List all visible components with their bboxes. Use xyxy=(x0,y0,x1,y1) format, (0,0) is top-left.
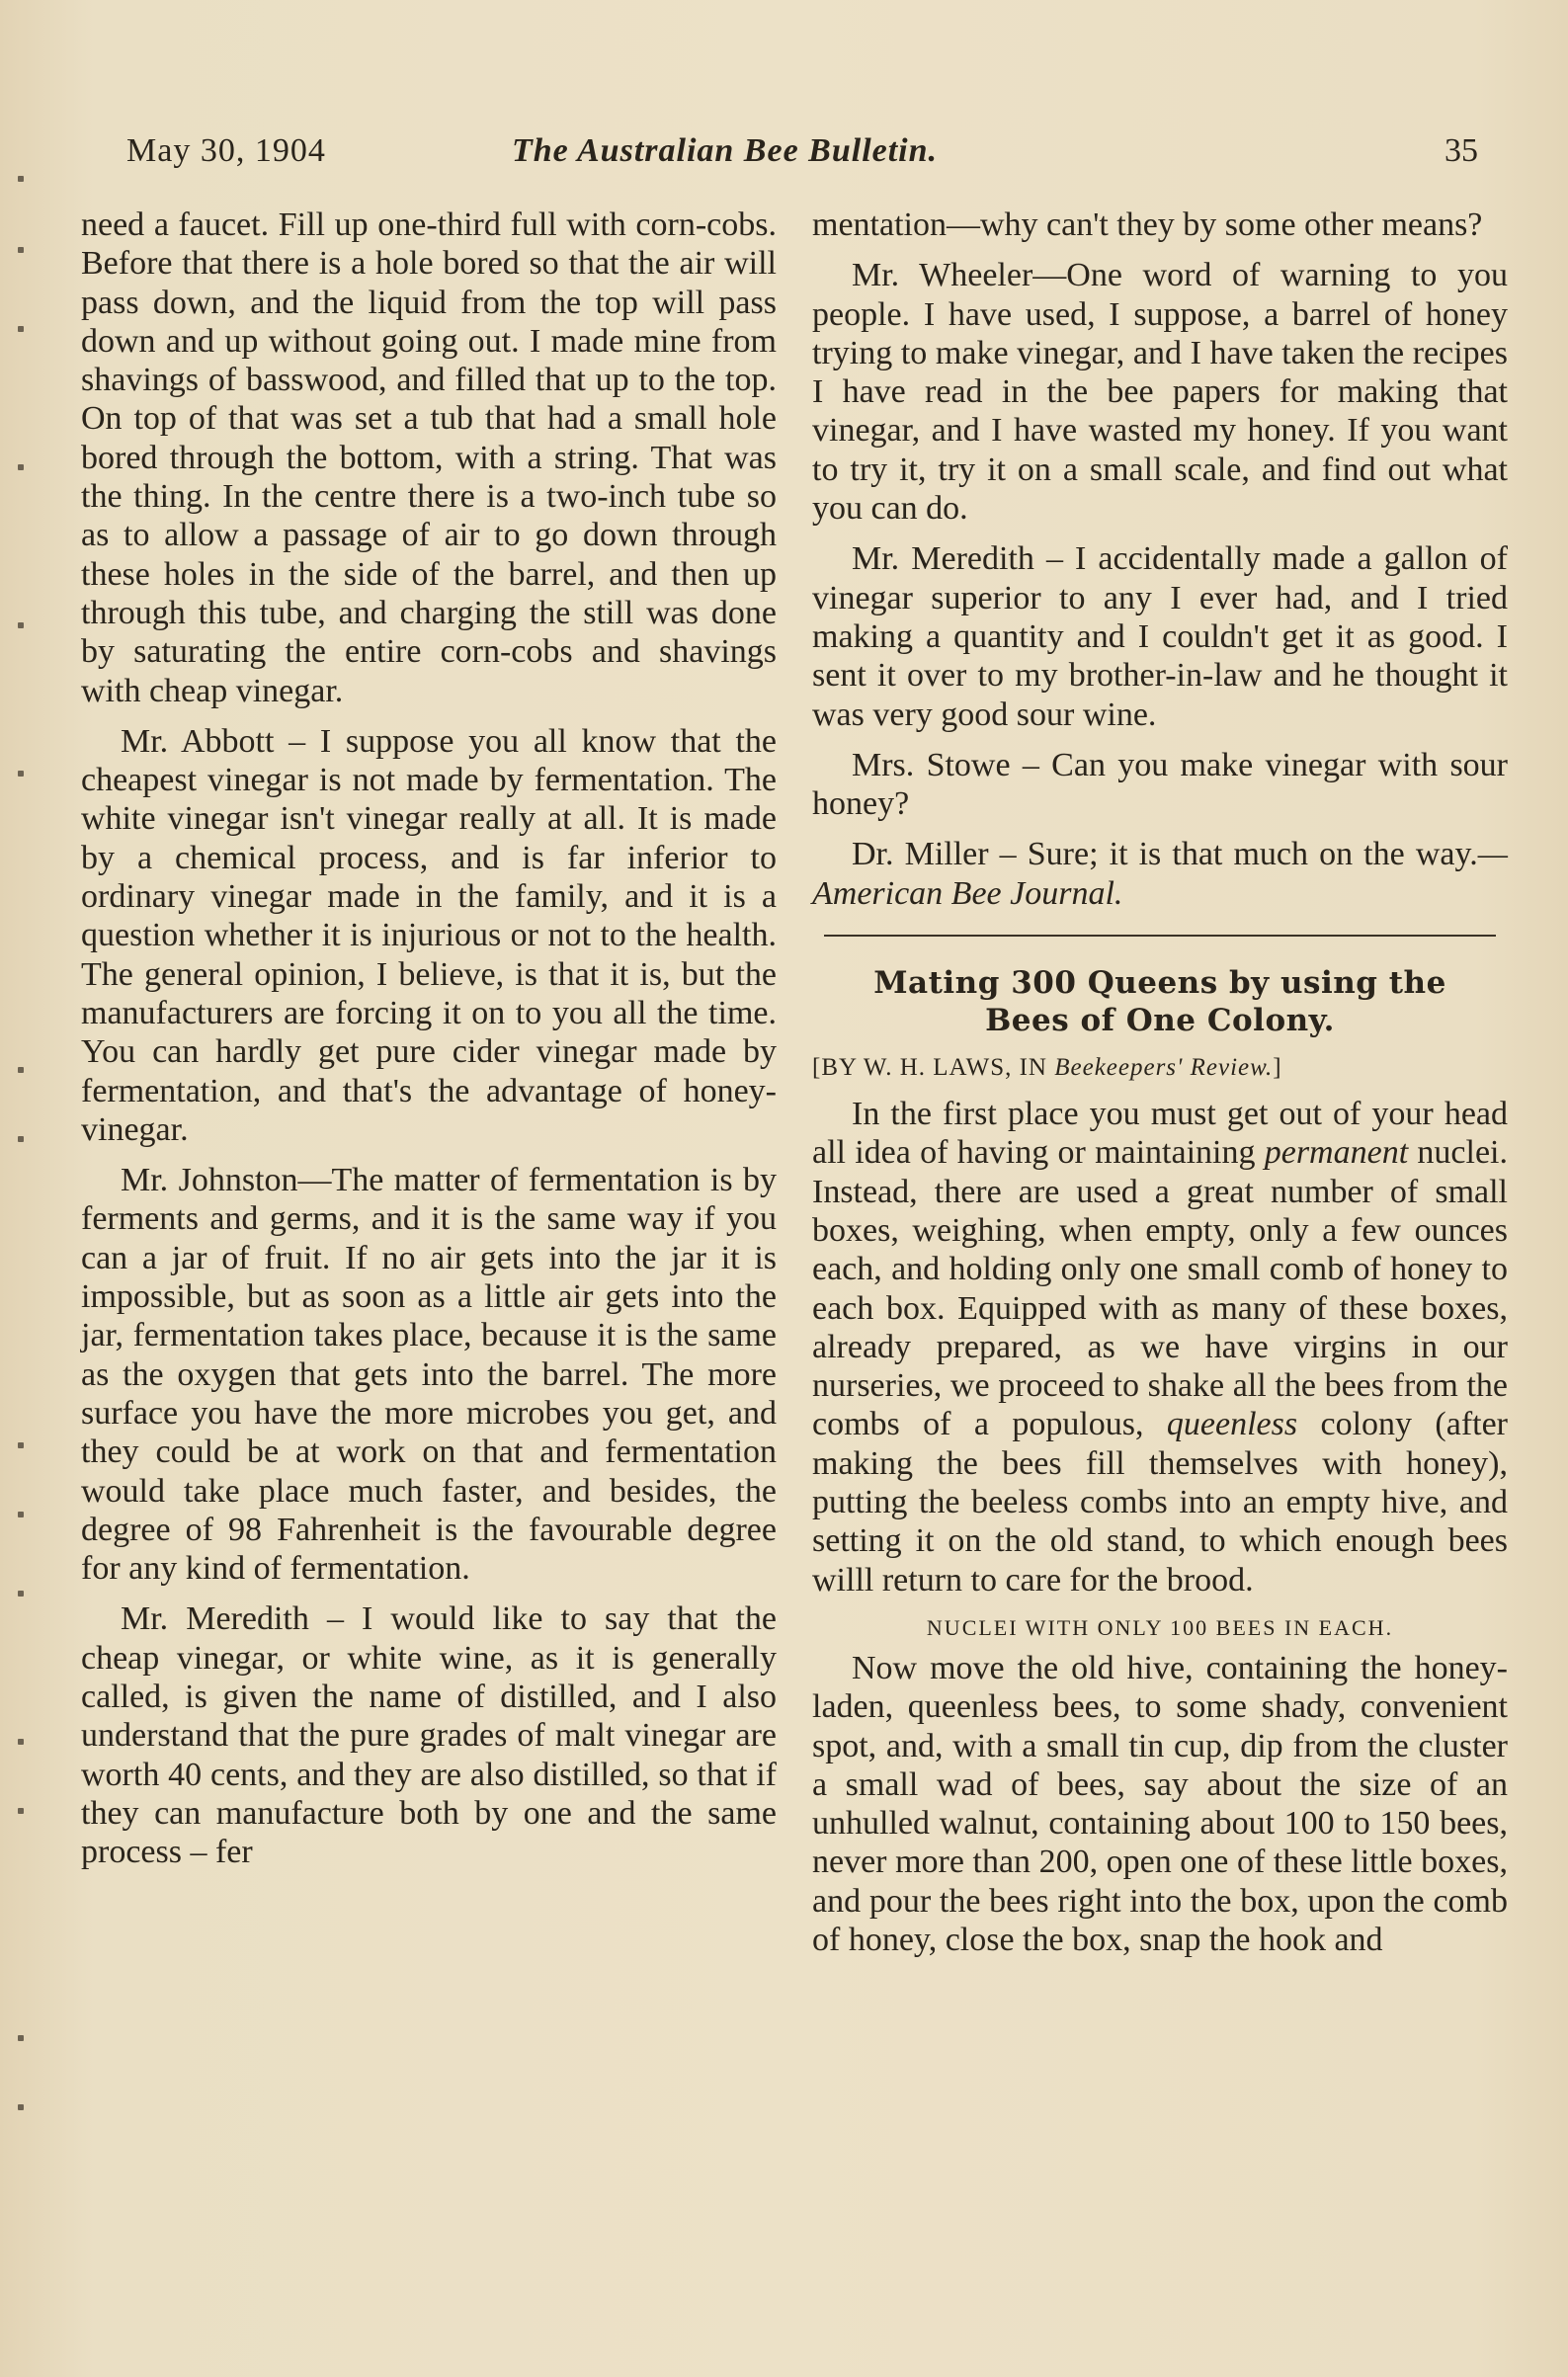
binding-margin xyxy=(0,0,49,2377)
paragraph: In the first place you must get out of your head all idea of having or maintaining permanent nuclei. Instead, there are used a great number of small boxes, weighing, when empty, only a few ounces each, and holding only one small comb of honey to each box. Equipped with as many of these boxes, already prepared, as we have virgins in our nurseries, we proceed to shake all the bees from the combs of a populous, queenless colony (after making the bees fill themselves with honey), putting the beeless combs into an empty hive, and setting it on the old stand, to which enough bees willl return to care for the brood. xyxy=(812,1096,1508,1598)
subheading: NUCLEI WITH ONLY 100 BEES IN EACH. xyxy=(926,1614,1394,1640)
paragraph: Mr. Johnston—The matter of fermentation is by ferments and germs, and it is the same way if you can a jar of fruit. If no air gets into the jar it is impossible, but as soon as a little air gets into the jar, fermentation takes place, because it is the same as the oxygen that gets into the barrel. The more surface you have the more microbes you get, and they could be at work on that and fermentation would take place much faster, and besides, the degree of 98 Fahrenheit is the favourable degree for any kind of fermentation. xyxy=(81,1162,777,1588)
paragraph: Mr. Meredith – I would like to say that the cheap vinegar, or white wine, as it is generally called, is given the name of distilled, and I also understand that the pure grades of malt vinegar are worth 40 cents, and they are also distilled, so that if they can manufacture both by one and the same process – fer xyxy=(81,1600,777,1871)
source-citation: — American Bee Journal. xyxy=(812,836,1508,912)
article-title-line: Mating 300 Queens by using the xyxy=(873,965,1446,1002)
article-title xyxy=(812,964,1508,1039)
paragraph: need a faucet. Fill up one-third full with corn-cobs. Before that there is a hole bored so that the air will pass down, and the liquid from the top will pass down and up without going out. I made mine from shavings of basswood, and filled that up to the top. On top of that was set a tub that had a small hole bored through the bottom, with a string. That was the thing. In the centre there is a two-inch tube so as to allow a passage of air to go down through these holes in the side of the barrel, and then up through this tube, and charging the still was done by saturating the entire corn-cobs and shavings with cheap vinegar. xyxy=(81,206,777,709)
left-column xyxy=(81,205,777,1883)
running-header xyxy=(126,126,1478,176)
byline: [BY W. H. LAWS, IN Beekeepers' Review.] xyxy=(812,1054,1282,1082)
paragraph: Mr. Wheeler—One word of warning to you people. I have used, I suppose, a barrel of honey trying to make vinegar, and I have taken the recipes I have read in the bee papers for making that vinegar, and I have wasted my honey. If you want to try it, try it on a small scale, and find out what you can do. xyxy=(812,257,1508,528)
paragraph: Mr. Meredith – I accidentally made a gallon of vinegar superior to any I ever had, and I tried making a quantity and I couldn't get it as good. I sent it over to my brother-in-law and he thought it was very good sour wine. xyxy=(812,540,1508,733)
page-number: 35 xyxy=(1444,132,1478,169)
right-column xyxy=(812,205,1508,1971)
paragraph xyxy=(812,835,1508,913)
byline-source: Beekeepers' Review. xyxy=(1054,1054,1274,1082)
article-title-line: Bees of One Colony. xyxy=(985,1003,1335,1039)
issue-date: May 30, 1904 xyxy=(126,132,326,169)
section-divider xyxy=(824,935,1496,937)
paragraph: mentation—why can't they by some other means? xyxy=(812,206,1483,243)
paragraph-text: Dr. Miller – Sure; it is that much on the way. xyxy=(852,836,1478,873)
paragraph: Now move the old hive, containing the honey-laden, queenless bees, to some shady, convenient spot, and, with a small tin cup, dip from the cluster a small wad of bees, say about the size of an unhulled walnut, containing about 100 to 150 bees, never more than 200, open one of these little boxes, and pour the bees right into the box, upon the comb of honey, close the box, snap the hook and xyxy=(812,1649,1508,1958)
publication-title: The Australian Bee Bulletin. xyxy=(512,132,939,169)
paragraph: Mrs. Stowe – Can you make vinegar with sour honey? xyxy=(812,746,1508,823)
paragraph: Mr. Abbott – I suppose you all know that the cheapest vinegar is not made by fermentation. The white vinegar isn't vinegar really at all. It is made by a chemical process, and is far inferior to ordinary vinegar made in the family, and it is a question whether it is injurious or not to the health. The general opinion, I believe, is that it is, but the manufacturers are forcing it on to you all the time. You can hardly get pure cider vinegar made by fermentation, and that's the advantage of honey-vinegar. xyxy=(81,722,777,1148)
